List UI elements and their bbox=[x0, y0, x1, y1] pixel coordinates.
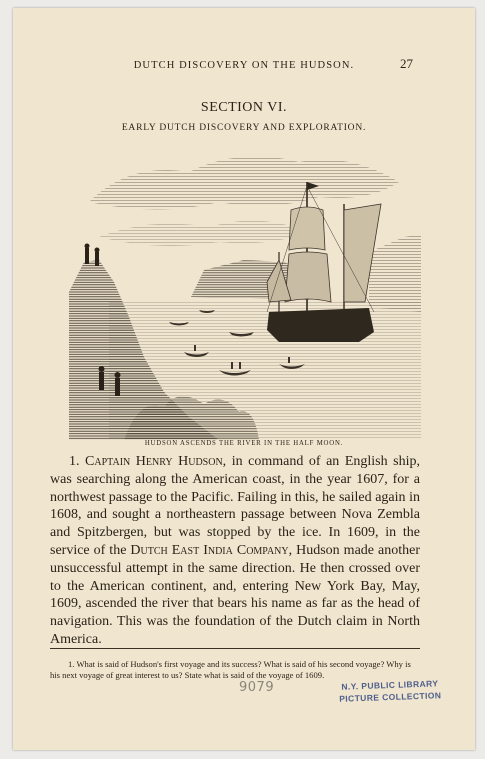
running-title: DUTCH DISCOVERY ON THE HUDSON. bbox=[133, 60, 355, 71]
section-title: SECTION VI. bbox=[200, 100, 288, 115]
page-number: 27 bbox=[400, 56, 413, 71]
stamp-line-1: N.Y. PUBLIC LIBRARY bbox=[341, 678, 439, 692]
footnote-divider bbox=[50, 648, 420, 649]
company-name: Dutch East India Company bbox=[130, 542, 289, 558]
captain-name: Captain Henry Hudson bbox=[85, 454, 223, 469]
library-stamp bbox=[339, 677, 442, 705]
stamp-line-2: PICTURE COLLECTION bbox=[339, 690, 442, 704]
paragraph-1 bbox=[50, 453, 420, 649]
section-subtitle: EARLY DUTCH DISCOVERY AND EXPLORATION. bbox=[121, 123, 367, 133]
paragraph-number: 1. bbox=[69, 454, 80, 469]
paragraph-text-part-2: , Hudson made another unsuccessful attempt in the same direction. He then crossed over to the American continent, and, entering New York Bay, May, 1609, ascended the river that bears his name as far as the head of navigation. This was the foundation of the Dutch claim in North America. bbox=[50, 542, 420, 647]
study-questions-footnote: 1. What is said of Hudson's first voyage and its success? What is said of his second voyage? Why is his next voyage of great interest to us? State what is said of the voyage of 1609. bbox=[50, 659, 411, 680]
paragraph-text-part-1: , in command of an English ship, was searching along the American coast, in the year 1607, for a northwest passage to the Pacific. Failing in this, he sailed again in 1608, and sought a northeastern passage between Nova Zembla and Spitzbergen, but was stopped by the ice. In 1609, in the service of the bbox=[50, 454, 421, 558]
engraving-illustration bbox=[69, 142, 421, 440]
pencil-accession-number: 9079 bbox=[239, 680, 275, 695]
ship-on-river-engraving bbox=[69, 142, 421, 440]
book-page bbox=[13, 8, 475, 750]
illustration-caption: HUDSON ASCENDS THE RIVER IN THE HALF MOON. bbox=[144, 440, 344, 447]
